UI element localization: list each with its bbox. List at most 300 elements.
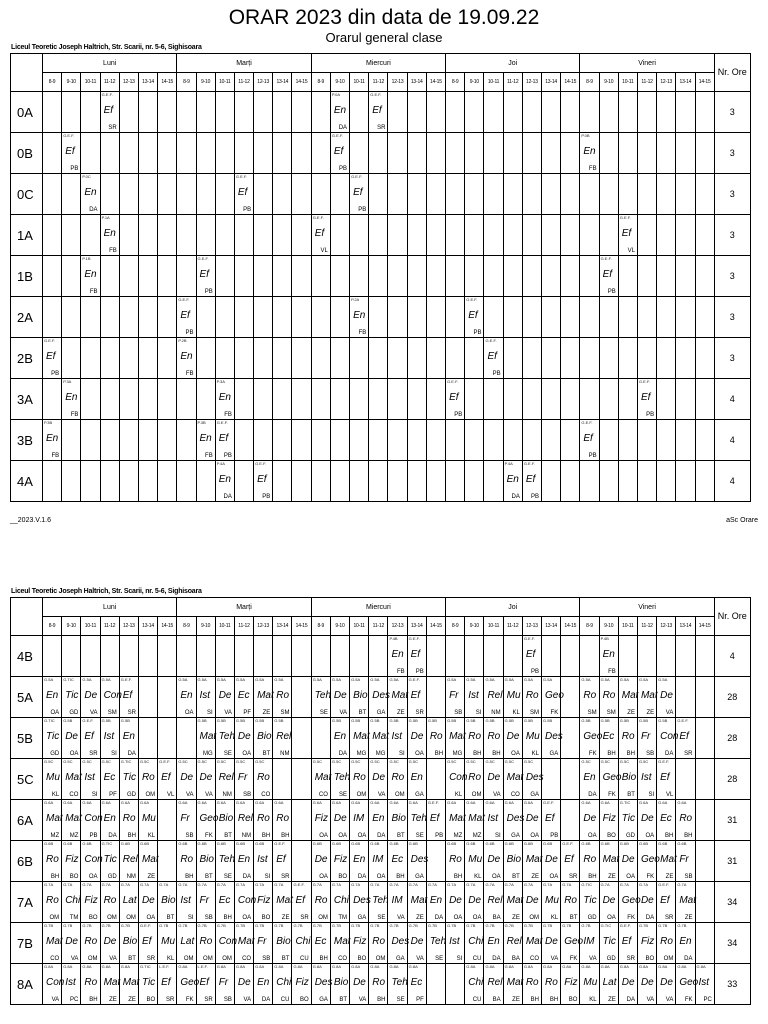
lesson-cell: [388, 461, 407, 502]
teacher-label: DA: [492, 956, 501, 962]
room-label: G.7B: [120, 923, 130, 928]
subject-label: Ef: [468, 310, 478, 321]
nr-ore-value: 28: [714, 677, 750, 718]
lesson-cell: [62, 677, 81, 718]
teacher-label: OA: [242, 751, 252, 757]
room-label: G.6A: [370, 800, 380, 805]
slot-header: 9-10: [196, 617, 215, 636]
lesson-cell: [637, 297, 656, 338]
lesson-cell: [522, 133, 541, 174]
teacher-label: DA: [223, 494, 232, 500]
lesson-cell: [522, 92, 541, 133]
subject-label: Ro: [103, 895, 117, 906]
lesson-cell: [426, 882, 445, 923]
teacher-label: FB: [358, 330, 367, 336]
slot-header: 14-15: [561, 73, 580, 92]
day-header: Joi: [446, 598, 580, 617]
subject-label: Ro: [525, 977, 539, 988]
room-label: P.2B: [178, 338, 187, 343]
lesson-cell: [81, 964, 100, 1005]
lesson-cell: [388, 379, 407, 420]
lesson-cell: [234, 420, 253, 461]
lesson-cell: [465, 174, 484, 215]
lesson-cell: [177, 759, 196, 800]
room-label: G.7B: [408, 923, 418, 928]
teacher-label: SR: [300, 915, 309, 921]
lesson-cell: [196, 133, 215, 174]
subject-label: De: [621, 977, 635, 988]
lesson-cell: [100, 923, 119, 964]
room-label: G.6B: [677, 841, 687, 846]
lesson-cell: [580, 718, 603, 759]
lesson-cell: [350, 636, 369, 677]
teacher-label: DA: [242, 874, 252, 880]
lesson-cell: [273, 841, 292, 882]
subject-label: En: [410, 772, 423, 783]
subject-label: En: [333, 731, 347, 742]
day-header: Vineri: [580, 598, 714, 617]
teacher-label: SB: [262, 956, 271, 962]
lesson-cell: [196, 923, 215, 964]
lesson-cell: [426, 461, 445, 502]
nr-ore-value: 3: [714, 256, 750, 297]
subject-label: Ef: [621, 228, 632, 239]
slot-header: 8-9: [177, 617, 196, 636]
room-label: G.5C: [389, 759, 399, 764]
subject-label: Rel: [237, 813, 253, 824]
lesson-cell: [369, 882, 388, 923]
lesson-cell: [234, 461, 253, 502]
lesson-cell: [676, 92, 695, 133]
lesson-cell: [215, 297, 234, 338]
lesson-cell: [215, 882, 234, 923]
teacher-label: OA: [415, 751, 424, 757]
lesson-cell: [484, 718, 503, 759]
lesson-cell: [522, 174, 541, 215]
room-label: G.6A: [216, 800, 226, 805]
lesson-cell: [657, 297, 676, 338]
lesson-cell: [388, 636, 407, 677]
slot-header: 11-12: [234, 73, 253, 92]
lesson-cell: [618, 338, 637, 379]
lesson-cell: [426, 636, 445, 677]
lesson-cell: [234, 215, 253, 256]
teacher-label: PB: [358, 207, 367, 213]
teacher-label: OA: [511, 751, 520, 757]
slot-header: 9-10: [465, 617, 484, 636]
teacher-label: OA: [146, 915, 156, 921]
lesson-cell: [561, 841, 580, 882]
room-label: G.5C: [523, 759, 534, 764]
lesson-cell: [273, 297, 292, 338]
lesson-cell: [484, 92, 503, 133]
subject-label: Mat: [621, 690, 639, 701]
subject-label: Con: [237, 895, 257, 906]
subject-label: Geo: [621, 895, 641, 906]
room-label: G.TIC: [120, 759, 132, 764]
subject-label: Mat: [468, 813, 485, 824]
lesson-cell: [177, 964, 200, 1005]
lesson-cell: [561, 718, 580, 759]
lesson-cell: [311, 133, 330, 174]
nr-ore-value: 33: [714, 964, 750, 1005]
lesson-cell: [215, 964, 234, 1005]
room-label: G.7A: [543, 882, 553, 887]
lesson-cell: [503, 882, 522, 923]
room-label: G.7A: [235, 882, 246, 887]
subject-label: Rel: [487, 977, 503, 988]
lesson-cell: [637, 718, 656, 759]
room-label: G.E.F.: [255, 461, 267, 466]
slot-header: 8-9: [580, 73, 599, 92]
slot-header: 13-14: [273, 73, 292, 92]
teacher-label: ZE: [109, 997, 117, 1003]
teacher-label: SR: [89, 751, 98, 757]
lesson-cell: [215, 718, 234, 759]
lesson-cell: [484, 215, 503, 256]
lesson-cell: [580, 338, 599, 379]
lesson-cell: [138, 759, 157, 800]
lesson-cell: [196, 338, 215, 379]
subject-label: Ef: [525, 649, 536, 660]
subject-label: Ro: [583, 854, 597, 865]
subject-label: Mat: [525, 936, 543, 947]
room-label: G.7A: [44, 882, 54, 887]
subject-label: En: [218, 474, 231, 485]
class-name: 4A: [11, 461, 43, 502]
room-label: G.E.F.: [638, 379, 651, 384]
nr-ore-value: 4: [714, 636, 750, 677]
lesson-cell: [292, 882, 311, 923]
teacher-label: VA: [397, 915, 405, 921]
lesson-cell: [657, 256, 676, 297]
lesson-cell: [426, 420, 445, 461]
slot-header: 10-11: [81, 73, 100, 92]
lesson-cell: [138, 420, 157, 461]
teacher-label: MZ: [69, 833, 79, 839]
lesson-cell: [599, 174, 618, 215]
lesson-cell: [273, 636, 292, 677]
lesson-cell: [426, 297, 445, 338]
lesson-cell: [215, 420, 234, 461]
room-label: G.8A: [677, 964, 687, 969]
room-label: G.7B: [485, 923, 495, 928]
class-row: [11, 297, 751, 338]
lesson-cell: [369, 841, 388, 882]
teacher-label: BH: [453, 874, 463, 880]
lesson-cell: [177, 256, 196, 297]
slot-header: 13-14: [676, 73, 695, 92]
nr-ore-value: 31: [714, 841, 750, 882]
lesson-cell: [542, 256, 561, 297]
subject-label: Ef: [602, 269, 613, 280]
teacher-label: OM: [49, 915, 60, 921]
class-name: 2A: [11, 297, 43, 338]
subject-label: Ef: [640, 392, 651, 403]
room-label: G.5B: [543, 718, 553, 723]
teacher-label: VA: [339, 710, 348, 716]
lesson-cell: [599, 636, 618, 677]
lesson-cell: [446, 420, 465, 461]
lesson-cell: [618, 379, 637, 420]
lesson-cell: [292, 297, 311, 338]
lesson-cell: [292, 759, 311, 800]
subject-label: Teh: [218, 854, 236, 865]
subject-label: Bio: [621, 772, 637, 783]
slot-header: 11-12: [503, 617, 522, 636]
lesson-cell: [138, 133, 157, 174]
lesson-cell: [388, 133, 407, 174]
lesson-cell: [522, 420, 541, 461]
lesson-cell: [599, 420, 618, 461]
subject-label: Ef: [525, 474, 536, 485]
subject-label: En: [257, 977, 270, 988]
teacher-label: KL: [550, 915, 559, 921]
lesson-cell: [388, 420, 407, 461]
lesson-cell: [618, 297, 637, 338]
room-label: G.7A: [274, 882, 284, 887]
subject-label: Mat: [46, 813, 63, 824]
subject-label: Fr: [199, 895, 209, 906]
room-label: G.7B: [638, 923, 649, 928]
room-label: G.7A: [351, 882, 361, 887]
slot-header: 11-12: [369, 73, 388, 92]
subject-label: Ro: [84, 977, 98, 988]
teacher-label: SR: [569, 874, 578, 880]
lesson-cell: [215, 923, 238, 964]
lesson-cell: [234, 338, 253, 379]
lesson-cell: [234, 133, 253, 174]
lesson-cell: [158, 92, 177, 133]
lesson-cell: [62, 636, 81, 677]
room-label: G.8A: [120, 964, 130, 969]
teacher-label: BT: [128, 956, 136, 962]
room-label: P.3B: [197, 420, 206, 425]
lesson-cell: [119, 92, 138, 133]
subject-label: Ro: [257, 813, 270, 824]
lesson-cell: [522, 379, 541, 420]
lesson-cell: [215, 841, 234, 882]
lesson-cell: [503, 420, 522, 461]
lesson-cell: [234, 379, 253, 420]
lesson-cell: [100, 636, 119, 677]
room-label: G.6B: [139, 841, 150, 846]
subject-label: Ec: [218, 895, 231, 906]
teacher-label: CU: [300, 956, 309, 962]
lesson-cell: [350, 882, 369, 923]
lesson-cell: [119, 800, 138, 841]
room-label: G.5B: [427, 718, 437, 723]
lesson-cell: [100, 461, 119, 502]
subject-label: Mat: [660, 854, 677, 865]
room-label: G.E.F.: [600, 256, 612, 261]
class-row: [11, 759, 751, 800]
lesson-cell: [43, 677, 62, 718]
lesson-cell: [254, 677, 273, 718]
teacher-label: VL: [665, 792, 674, 798]
room-label: G.5A: [312, 677, 322, 682]
lesson-cell: [599, 923, 618, 964]
teacher-label: GD: [606, 956, 616, 962]
room-label: G.6A: [389, 800, 399, 805]
lesson-cell: [561, 215, 580, 256]
teacher-label: GD: [587, 915, 597, 921]
room-label: G.8A: [178, 964, 188, 969]
room-label: G.7B: [543, 923, 553, 928]
lesson-cell: [158, 379, 177, 420]
teacher-label: PB: [492, 371, 501, 377]
subject-label: En: [218, 392, 231, 403]
teacher-label: OA: [626, 874, 635, 880]
subject-label: Ro: [353, 772, 366, 783]
room-label: G.5A: [523, 677, 533, 682]
lesson-cell: [100, 800, 119, 841]
lesson-cell: [215, 759, 234, 800]
lesson-cell: [292, 841, 311, 882]
room-label: G.6A: [658, 800, 668, 805]
subject-label: De: [65, 936, 78, 947]
lesson-cell: [43, 718, 62, 759]
teacher-label: KL: [51, 792, 60, 798]
lesson-cell: [254, 256, 273, 297]
subject-label: Des: [314, 977, 333, 988]
class-row: [11, 92, 751, 133]
lesson-cell: [446, 256, 465, 297]
teacher-label: SI: [648, 792, 655, 798]
subject-label: Fiz: [602, 813, 616, 824]
lesson-cell: [43, 379, 62, 420]
lesson-cell: [158, 420, 177, 461]
lesson-cell: [215, 636, 234, 677]
lesson-cell: [522, 718, 541, 759]
teacher-label: GA: [511, 833, 520, 839]
lesson-cell: [599, 800, 618, 841]
room-label: G.8A: [562, 964, 572, 969]
lesson-cell: [407, 461, 426, 502]
teacher-label: SI: [91, 792, 98, 798]
lesson-cell: [657, 133, 676, 174]
subject-label: Mat: [506, 895, 524, 906]
subject-label: Ro: [621, 731, 635, 742]
lesson-cell: [657, 677, 676, 718]
room-label: G.6B: [312, 841, 322, 846]
teacher-label: KL: [166, 956, 175, 962]
lesson-cell: [637, 174, 656, 215]
lesson-cell: [561, 338, 580, 379]
subject-label: Bio: [161, 895, 176, 906]
room-label: G.6B: [408, 841, 418, 846]
slot-header: 13-14: [138, 617, 157, 636]
lesson-cell: [484, 677, 503, 718]
lesson-cell: [446, 297, 465, 338]
lesson-cell: [426, 256, 445, 297]
lesson-cell: [580, 379, 599, 420]
lesson-cell: [81, 759, 100, 800]
subject-label: Ef: [545, 813, 555, 824]
room-label: G.E.F.: [619, 923, 631, 928]
room-label: P.4B: [389, 636, 398, 641]
room-label: G.5A: [638, 677, 649, 682]
lesson-cell: [637, 379, 656, 420]
class-row: [11, 133, 751, 174]
room-label: G.TIC: [63, 677, 74, 682]
room-label: P.3A: [63, 379, 72, 384]
room-label: G.8A: [255, 964, 265, 969]
subject-label: Rel: [122, 854, 138, 865]
room-label: G.7B: [504, 923, 514, 928]
lesson-cell: [503, 379, 522, 420]
lesson-cell: [138, 379, 157, 420]
lesson-cell: [158, 338, 177, 379]
lesson-cell: [369, 759, 388, 800]
room-label: G.6B: [543, 841, 553, 846]
subject-label: Ec: [602, 731, 615, 742]
teacher-label: KL: [474, 874, 482, 880]
lesson-cell: [426, 923, 445, 964]
lesson-cell: [465, 256, 484, 297]
teacher-label: SB: [204, 915, 213, 921]
room-label: G.6B: [581, 841, 591, 846]
lesson-cell: [350, 841, 369, 882]
teacher-label: GA: [415, 792, 424, 798]
subject-label: Ef: [429, 813, 440, 824]
lesson-cell: [254, 800, 273, 841]
room-label: G.7A: [485, 882, 495, 887]
room-label: G.6B: [658, 841, 668, 846]
lesson-cell: [484, 882, 503, 923]
room-label: G.6A: [139, 800, 150, 805]
lesson-cell: [388, 256, 407, 297]
room-label: G.7B: [274, 923, 284, 928]
subject-label: Ro: [468, 772, 482, 783]
teacher-label: VA: [416, 956, 424, 962]
subject-label: Ef: [141, 936, 152, 947]
lesson-cell: [503, 461, 522, 502]
subject-label: Des: [525, 772, 544, 783]
lesson-cell: [369, 461, 388, 502]
subject-label: Tic: [141, 977, 156, 988]
room-label: G.TIC: [581, 882, 593, 887]
subject-label: Mu: [141, 813, 156, 824]
lesson-cell: [561, 133, 580, 174]
subject-label: Ec: [391, 854, 404, 865]
subject-label: En: [429, 895, 443, 906]
teacher-label: BH: [664, 833, 674, 839]
room-label: G.8A: [581, 964, 591, 969]
lesson-cell: [503, 174, 522, 215]
room-label: G.7B: [216, 923, 226, 928]
teacher-label: FK: [588, 751, 597, 757]
teacher-label: SM: [530, 710, 540, 716]
slot-header: 10-11: [618, 617, 637, 636]
subject-label: En: [84, 269, 97, 280]
subject-label: Mat: [449, 731, 466, 742]
room-label: G.5C: [235, 759, 246, 764]
room-label: G.TIC: [101, 841, 113, 846]
room-label: G.6B: [331, 841, 341, 846]
lesson-cell: [695, 800, 714, 841]
lesson-cell: [311, 636, 330, 677]
room-label: P.4A: [504, 461, 513, 466]
teacher-label: PB: [531, 494, 540, 500]
teacher-label: VA: [224, 710, 232, 716]
day-header: Luni: [43, 598, 177, 617]
lesson-cell: [158, 636, 177, 677]
subject-label: Ef: [84, 731, 94, 742]
teacher-label: ZE: [684, 915, 693, 921]
school-header-2: Liceul Teoretic Joseph Haltrich, Str. Scarii, nr. 5-6, Sighisoara: [11, 588, 202, 595]
subject-label: Lat: [180, 936, 195, 947]
